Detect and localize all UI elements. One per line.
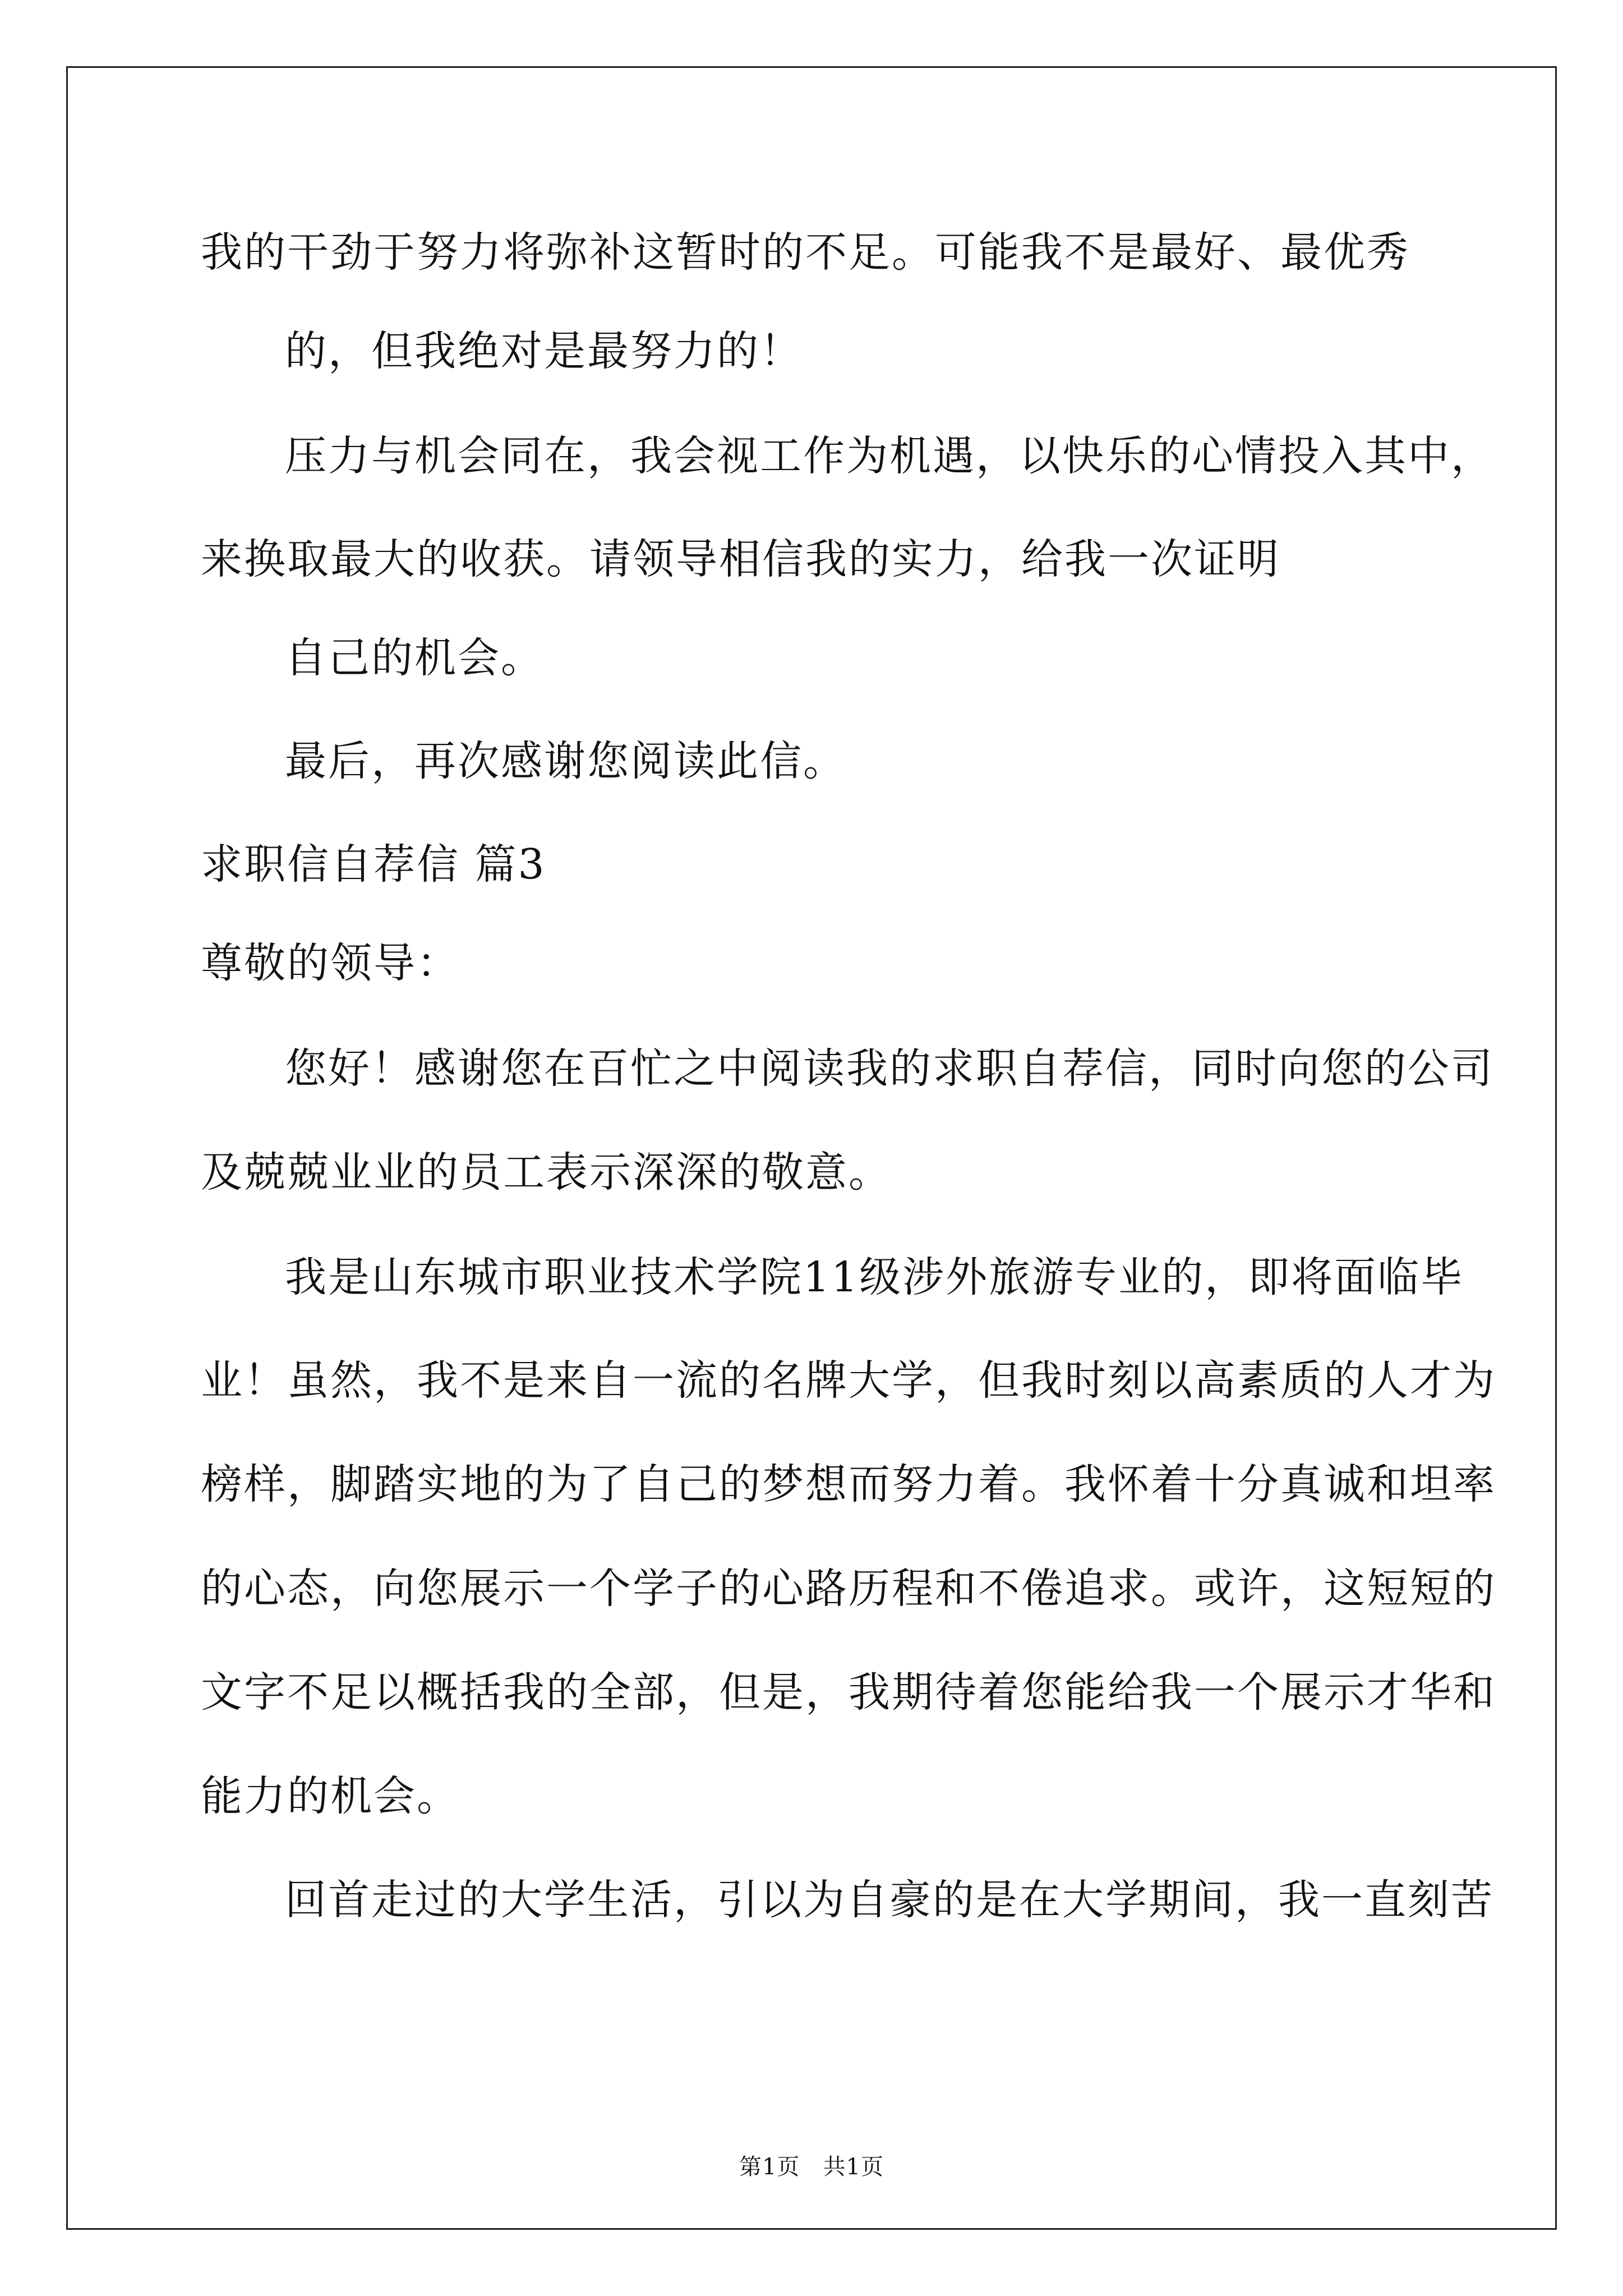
text-line-15: 文字不足以概括我的全部，但是，我期待着您能给我一个展示才华和 — [201, 1668, 1496, 1717]
text-line-12: 业！虽然，我不是来自一流的名牌大学，但我时刻以高素质的人才为 — [201, 1356, 1496, 1405]
text-line-17: 回首走过的大学生活，引以为自豪的是在大学期间，我一直刻苦 — [285, 1876, 1494, 1924]
section-heading: 求职信自荐信 篇3 — [201, 840, 546, 889]
page-number-footer: 第1页 共1页 — [739, 2154, 884, 2180]
text-line-14: 的心态，向您展示一个学子的心路历程和不倦追求。或许，这短短的 — [201, 1565, 1496, 1613]
salutation: 尊敬的领导： — [201, 939, 460, 987]
text-line-4: 来换取最大的收获。请领导相信我的实力，给我一次证明 — [201, 535, 1280, 583]
text-line-13: 榜样，脚踏实地的为了自己的梦想而努力着。我怀着十分真诚和坦率 — [201, 1460, 1496, 1508]
text-line-16: 能力的机会。 — [201, 1772, 460, 1820]
text-line-9: 您好！感谢您在百忙之中阅读我的求职自荐信，同时向您的公司 — [285, 1045, 1494, 1093]
text-line-5: 自己的机会。 — [285, 634, 544, 682]
text-line-11: 我是山东城市职业技术学院11级涉外旅游专业的，即将面临毕 — [285, 1253, 1464, 1301]
text-line-1: 我的干劲于努力将弥补这暂时的不足。可能我不是最好、最优秀 — [201, 228, 1410, 277]
text-line-10: 及兢兢业业的员工表示深深的敬意。 — [201, 1148, 892, 1197]
text-line-2: 的，但我绝对是最努力的！ — [285, 327, 803, 375]
text-line-6: 最后，再次感谢您阅读此信。 — [285, 737, 846, 785]
text-line-3: 压力与机会同在，我会视工作为机遇，以快乐的心情投入其中， — [285, 432, 1494, 480]
